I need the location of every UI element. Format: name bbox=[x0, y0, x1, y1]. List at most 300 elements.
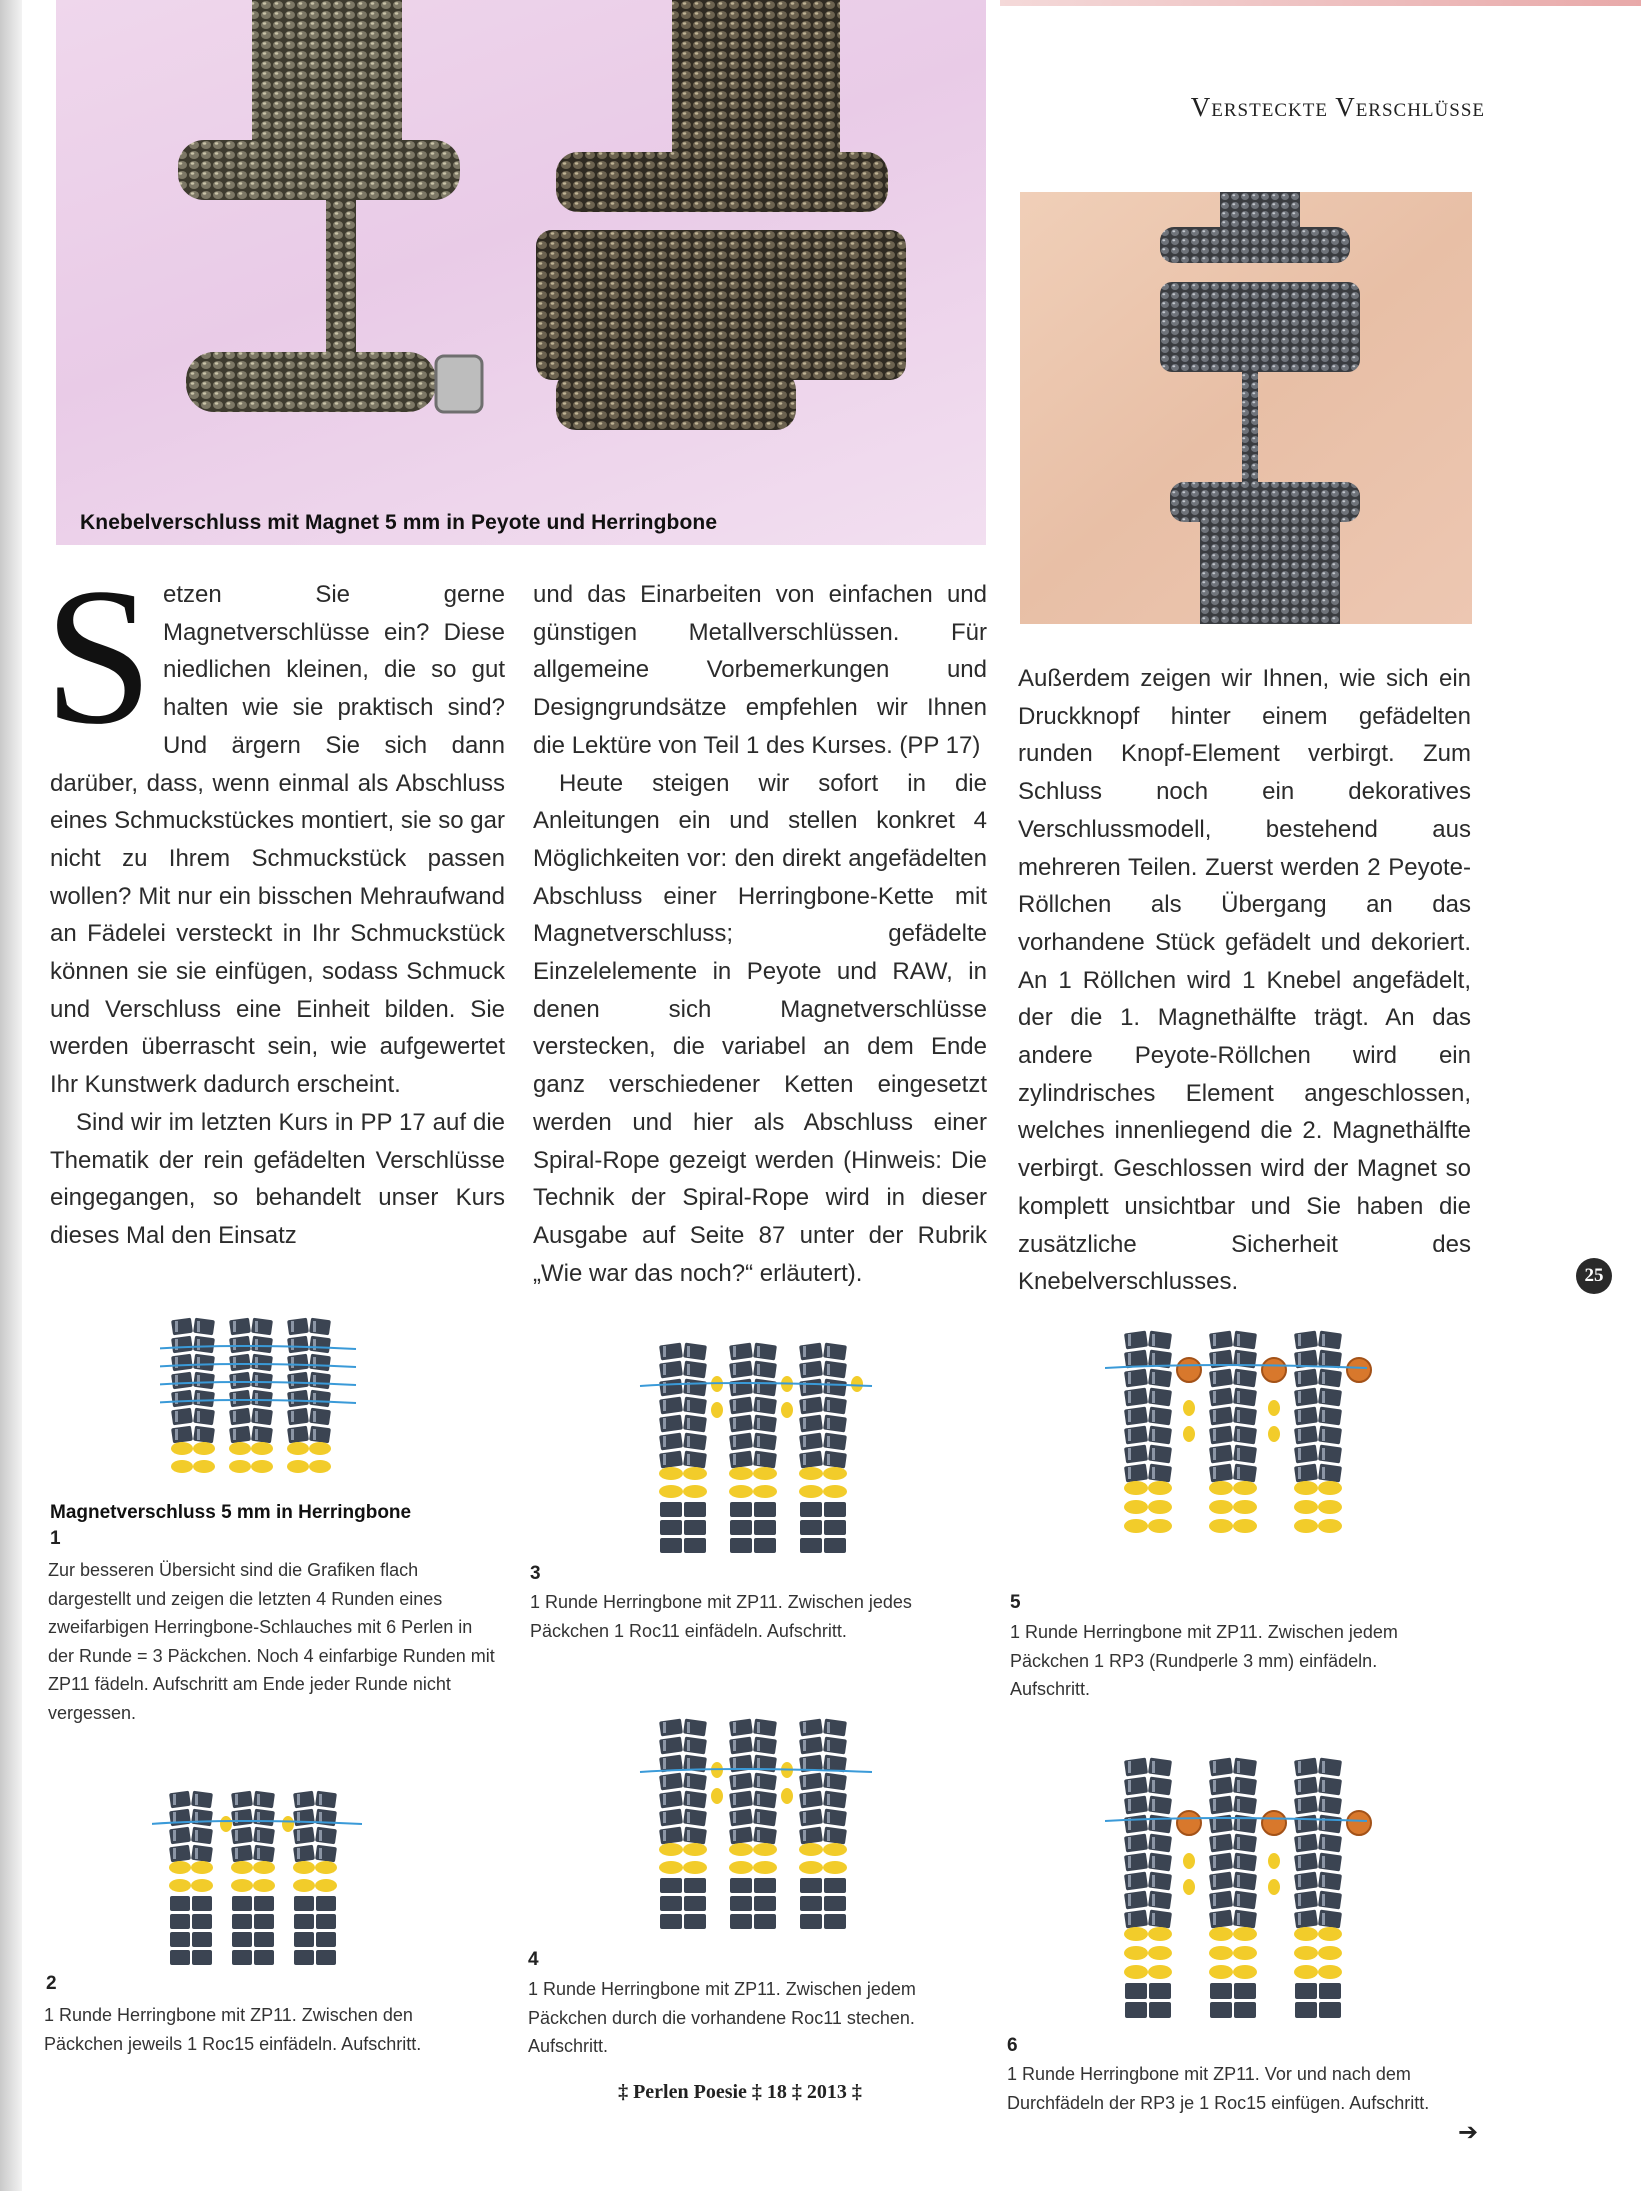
dark-bead bbox=[229, 1354, 251, 1372]
bead-highlight bbox=[173, 1830, 176, 1841]
bead-highlight bbox=[1322, 1353, 1325, 1365]
bead-highlight bbox=[1237, 1467, 1240, 1479]
figure-caption: Zur besseren Übersicht sind die Grafiken flach dargestellt und zeigen die letzten 4 Runden eines zweifarbigen Herringbone-Schlauches mit 6 Perlen in der Runde = 3 Päckchen. Noch 4 einfarbige Runden mit ZP11 fädeln. Aufschritt am Ende jeder Runde nicht vergessen. bbox=[48, 1560, 495, 1723]
gold-bead bbox=[1294, 1500, 1318, 1514]
bead-highlight bbox=[1237, 1894, 1240, 1906]
dark-bead bbox=[171, 1354, 193, 1372]
roc-bead bbox=[1183, 1853, 1195, 1869]
gold-bead bbox=[1209, 1500, 1233, 1514]
bead-highlight bbox=[733, 1346, 736, 1357]
bead-highlight bbox=[1128, 1894, 1131, 1906]
bead-highlight bbox=[291, 1393, 294, 1404]
bead-highlight bbox=[197, 1429, 200, 1440]
gold-bead bbox=[1294, 1481, 1318, 1495]
dark-bead bbox=[192, 1914, 212, 1929]
dark-bead bbox=[232, 1896, 252, 1911]
dark-bead bbox=[193, 1426, 215, 1444]
dark-bead bbox=[823, 1361, 847, 1379]
dark-bead bbox=[824, 1502, 846, 1517]
dark-bead bbox=[1295, 2002, 1317, 2018]
bead-highlight bbox=[1213, 1837, 1216, 1849]
bead-highlight bbox=[1322, 1467, 1325, 1479]
dark-bead bbox=[659, 1809, 683, 1827]
dark-bead bbox=[1148, 1853, 1172, 1872]
bead-highlight bbox=[1128, 1799, 1131, 1811]
dark-bead bbox=[232, 1914, 252, 1929]
dark-bead bbox=[1148, 1910, 1172, 1929]
bead-highlight bbox=[1213, 1894, 1216, 1906]
bead-highlight bbox=[663, 1400, 666, 1411]
dark-bead bbox=[729, 1433, 753, 1451]
dark-bead bbox=[1148, 1815, 1172, 1834]
gold-bead bbox=[1148, 1481, 1172, 1495]
bead-highlight bbox=[1128, 1334, 1131, 1346]
dark-bead bbox=[730, 1878, 752, 1893]
dark-bead bbox=[799, 1361, 823, 1379]
dark-bead bbox=[660, 1502, 682, 1517]
dark-bead bbox=[1233, 1872, 1257, 1891]
dark-bead bbox=[823, 1397, 847, 1415]
drop-cap: S bbox=[44, 548, 154, 765]
dark-bead bbox=[1233, 1891, 1257, 1910]
dark-bead bbox=[253, 1791, 275, 1809]
dark-bead bbox=[1318, 1891, 1342, 1910]
dark-bead bbox=[684, 1914, 706, 1929]
side-photo bbox=[1020, 192, 1472, 624]
roc-bead bbox=[1183, 1879, 1195, 1895]
bead-highlight bbox=[757, 1418, 760, 1429]
dark-bead bbox=[684, 1896, 706, 1911]
bead-highlight bbox=[1298, 1837, 1301, 1849]
bead-highlight bbox=[687, 1346, 690, 1357]
dark-bead bbox=[799, 1343, 823, 1361]
bead-highlight bbox=[255, 1321, 258, 1332]
bead-highlight bbox=[1213, 1372, 1216, 1384]
bead-highlight bbox=[197, 1339, 200, 1350]
dark-bead bbox=[753, 1433, 777, 1451]
dark-bead bbox=[1318, 1464, 1342, 1483]
dark-bead bbox=[1233, 1853, 1257, 1872]
bead-highlight bbox=[1298, 1856, 1301, 1868]
dark-bead bbox=[294, 1932, 314, 1947]
dark-bead bbox=[684, 1538, 706, 1553]
bead-highlight bbox=[1213, 1467, 1216, 1479]
gold-bead bbox=[1318, 1500, 1342, 1514]
bead-highlight bbox=[803, 1776, 806, 1787]
roc-bead bbox=[1183, 1426, 1195, 1442]
figure-caption: 1 Runde Herringbone mit ZP11. Zwischen den Päckchen jeweils 1 Roc15 einfädeln. Aufschritt. bbox=[44, 2005, 422, 2054]
bead-highlight bbox=[757, 1740, 760, 1751]
dark-bead bbox=[730, 1914, 752, 1929]
bead-highlight bbox=[757, 1758, 760, 1769]
bead-highlight bbox=[297, 1848, 300, 1859]
dark-bead bbox=[1148, 1777, 1172, 1796]
dark-bead bbox=[293, 1845, 315, 1863]
dark-bead bbox=[753, 1719, 777, 1737]
dark-bead bbox=[309, 1372, 331, 1390]
dark-bead bbox=[192, 1932, 212, 1947]
bead-highlight bbox=[255, 1357, 258, 1368]
bead-highlight bbox=[1128, 1856, 1131, 1868]
main-photo-caption: Knebelverschluss mit Magnet 5 mm in Peyote und Herringbone bbox=[80, 511, 718, 534]
dark-bead bbox=[251, 1318, 273, 1336]
figure-caption: 1 Runde Herringbone mit ZP11. Vor und nach dem Durchfädeln der RP3 je 1 Roc15 einfügen. Aufschritt. bbox=[1007, 2064, 1430, 2113]
dark-bead bbox=[1148, 1758, 1172, 1777]
bead-highlight bbox=[1152, 1913, 1155, 1925]
bead-highlight bbox=[687, 1418, 690, 1429]
bead-highlight bbox=[1152, 1372, 1155, 1384]
dark-bead bbox=[683, 1343, 707, 1361]
dark-bead bbox=[251, 1336, 273, 1354]
bead-highlight bbox=[827, 1812, 830, 1823]
gold-bead bbox=[169, 1861, 191, 1874]
gold-bead bbox=[1124, 1519, 1148, 1533]
dark-bead bbox=[1233, 1445, 1257, 1464]
bead-highlight bbox=[1213, 1429, 1216, 1441]
dark-bead bbox=[1125, 1983, 1147, 1999]
gold-bead bbox=[1233, 1481, 1257, 1495]
figure-number: 2 bbox=[46, 1973, 57, 1994]
bead-highlight bbox=[757, 1794, 760, 1805]
article-paragraph: Heute steigen wir sofort in die Anleitungen ein und stellen konkret 4 Möglichkeiten vor: den direkt angefädelten Abschluss einer Herringbone-Kette mit Magnetverschluss; gefädelte Einzelelemente in Peyote und RAW, in denen sich Magnetverschlüsse verstecken, die variabel an dem Ende ganz verschiedener Ketten eingesetzt werden und hier als Abschluss einer Spiral-Rope gezeigt werden (Hinweis: Die Technik der Spiral-Rope wird in dieser Ausgabe auf Seite 87 unter der Rubrik „Wie war das noch?“ erläutert). bbox=[533, 769, 987, 1287]
bead-highlight bbox=[803, 1364, 806, 1375]
dark-bead bbox=[229, 1318, 251, 1336]
bead-highlight bbox=[733, 1364, 736, 1375]
dark-bead bbox=[1209, 1758, 1233, 1777]
bead-highlight bbox=[827, 1454, 830, 1465]
dark-bead bbox=[1124, 1407, 1148, 1426]
gold-bead bbox=[823, 1485, 847, 1498]
bead-highlight bbox=[687, 1740, 690, 1751]
bead-highlight bbox=[233, 1411, 236, 1422]
dark-bead bbox=[1209, 1407, 1233, 1426]
dark-bead bbox=[1234, 2002, 1256, 2018]
dark-bead bbox=[1209, 1369, 1233, 1388]
bead-highlight bbox=[1213, 1799, 1216, 1811]
bead-highlight bbox=[257, 1830, 260, 1841]
dark-bead bbox=[659, 1343, 683, 1361]
bead-highlight bbox=[313, 1357, 316, 1368]
dark-bead bbox=[1233, 1407, 1257, 1426]
gold-bead bbox=[1318, 1481, 1342, 1495]
dark-bead bbox=[170, 1950, 190, 1965]
bead-highlight bbox=[233, 1321, 236, 1332]
bead-highlight bbox=[1298, 1429, 1301, 1441]
gold-bead bbox=[683, 1861, 707, 1874]
gold-bead bbox=[753, 1485, 777, 1498]
gold-bead bbox=[171, 1460, 193, 1473]
bead-highlight bbox=[1152, 1467, 1155, 1479]
article-paragraph: Außerdem zeigen wir Ihnen, wie sich ein Druckknopf hinter einem gefädelten runden Knopf-Element verbirgt. Zum Schluss noch ein dekoratives Verschlussmodell, bestehend aus mehreren Teilen. Zuerst werden 2 Peyote-Röllchen als Übergang an das vorhandene Stück gefädelt und dekoriert. An 1 Röllchen wird 1 Knebel angefädelt, der die 1. Magnethälfte trägt. An das andere Peyote-Röllchen wird ein zylindrisches Element angeschlossen, welches innenliegend die 2. Magnethälfte verbirgt. Geschlossen wird der Magnet so komplett unsichtbar und Sie haben die zusätzliche Sicherheit des Knebelverschlusses. bbox=[1018, 665, 1471, 1296]
bead-highlight bbox=[197, 1375, 200, 1386]
figure-number: 4 bbox=[528, 1949, 539, 1970]
dark-bead bbox=[659, 1361, 683, 1379]
round-bead-rp3 bbox=[1262, 1358, 1286, 1382]
dark-bead bbox=[1209, 1872, 1233, 1891]
dark-bead bbox=[231, 1809, 253, 1827]
dark-bead bbox=[1124, 1369, 1148, 1388]
dark-bead bbox=[191, 1845, 213, 1863]
dark-bead bbox=[193, 1336, 215, 1354]
dark-bead bbox=[1124, 1388, 1148, 1407]
gold-bead bbox=[1233, 1927, 1257, 1941]
gold-bead bbox=[799, 1861, 823, 1874]
dark-bead bbox=[1148, 1407, 1172, 1426]
figure-number: 5 bbox=[1010, 1592, 1021, 1613]
bead-highlight bbox=[1322, 1875, 1325, 1887]
dark-bead bbox=[660, 1896, 682, 1911]
gold-bead bbox=[1148, 1500, 1172, 1514]
dark-bead bbox=[683, 1451, 707, 1469]
dark-bead bbox=[1318, 1834, 1342, 1853]
bead-highlight bbox=[687, 1812, 690, 1823]
dark-bead bbox=[799, 1737, 823, 1755]
dark-bead bbox=[251, 1390, 273, 1408]
figure-caption: 1 Runde Herringbone mit ZP11. Zwischen jedem Päckchen durch die vorhandene Roc11 stechen. Aufschritt. bbox=[528, 1979, 916, 2056]
dark-bead bbox=[171, 1318, 193, 1336]
dark-bead bbox=[683, 1773, 707, 1791]
dark-bead bbox=[799, 1415, 823, 1433]
dark-bead bbox=[1124, 1815, 1148, 1834]
dark-bead bbox=[1148, 1834, 1172, 1853]
bead-highlight bbox=[313, 1375, 316, 1386]
gold-bead bbox=[287, 1460, 309, 1473]
gold-bead bbox=[229, 1442, 251, 1455]
dark-bead bbox=[730, 1896, 752, 1911]
bead-highlight bbox=[233, 1339, 236, 1350]
bead-highlight bbox=[1322, 1372, 1325, 1384]
bead-highlight bbox=[663, 1758, 666, 1769]
gold-bead bbox=[229, 1460, 251, 1473]
bead-highlight bbox=[1213, 1761, 1216, 1773]
bead-highlight bbox=[291, 1357, 294, 1368]
dark-bead bbox=[660, 1538, 682, 1553]
dark-bead bbox=[729, 1343, 753, 1361]
dark-bead bbox=[729, 1415, 753, 1433]
bead-highlight bbox=[197, 1321, 200, 1332]
bead-highlight bbox=[1152, 1761, 1155, 1773]
gold-bead bbox=[251, 1460, 273, 1473]
gold-bead bbox=[293, 1861, 315, 1874]
dark-bead bbox=[800, 1538, 822, 1553]
dark-bead bbox=[193, 1372, 215, 1390]
gold-bead bbox=[169, 1879, 191, 1892]
dark-bead bbox=[824, 1914, 846, 1929]
dark-bead bbox=[659, 1415, 683, 1433]
dark-bead bbox=[753, 1791, 777, 1809]
dark-bead bbox=[1294, 1369, 1318, 1388]
dark-bead bbox=[753, 1809, 777, 1827]
dark-bead bbox=[1209, 1834, 1233, 1853]
dark-bead bbox=[659, 1451, 683, 1469]
bead-highlight bbox=[1152, 1875, 1155, 1887]
dark-bead bbox=[754, 1538, 776, 1553]
gold-bead bbox=[1124, 1946, 1148, 1960]
dark-bead bbox=[753, 1737, 777, 1755]
bead-highlight bbox=[1152, 1429, 1155, 1441]
roc-bead bbox=[1183, 1400, 1195, 1416]
bead-highlight bbox=[757, 1346, 760, 1357]
bead-highlight bbox=[291, 1411, 294, 1422]
gold-bead bbox=[1124, 1500, 1148, 1514]
dark-bead bbox=[171, 1390, 193, 1408]
dark-bead bbox=[1124, 1464, 1148, 1483]
dark-bead bbox=[193, 1318, 215, 1336]
bead-highlight bbox=[827, 1758, 830, 1769]
gold-bead bbox=[1318, 1927, 1342, 1941]
gold-bead bbox=[253, 1879, 275, 1892]
bead-highlight bbox=[173, 1848, 176, 1859]
bead-highlight bbox=[1237, 1410, 1240, 1422]
bead-highlight bbox=[1322, 1799, 1325, 1811]
gold-bead bbox=[315, 1861, 337, 1874]
bead-highlight bbox=[757, 1812, 760, 1823]
dark-bead bbox=[254, 1950, 274, 1965]
bead-highlight bbox=[313, 1339, 316, 1350]
dark-bead bbox=[753, 1343, 777, 1361]
dark-bead bbox=[169, 1809, 191, 1827]
bead-highlight bbox=[197, 1357, 200, 1368]
bead-highlight bbox=[1213, 1448, 1216, 1460]
bead-highlight bbox=[803, 1418, 806, 1429]
bead-highlight bbox=[1298, 1799, 1301, 1811]
dark-bead bbox=[1234, 1983, 1256, 1999]
bead-highlight bbox=[1213, 1818, 1216, 1830]
dark-bead bbox=[1209, 1853, 1233, 1872]
dark-bead bbox=[1318, 1331, 1342, 1350]
gold-bead bbox=[659, 1485, 683, 1498]
bead-highlight bbox=[757, 1454, 760, 1465]
gold-bead bbox=[287, 1442, 309, 1455]
bead-highlight bbox=[297, 1794, 300, 1805]
dark-bead bbox=[659, 1737, 683, 1755]
dark-bead bbox=[1210, 2002, 1232, 2018]
dark-bead bbox=[315, 1791, 337, 1809]
dark-bead bbox=[1209, 1891, 1233, 1910]
dark-bead bbox=[823, 1379, 847, 1397]
bead-highlight bbox=[733, 1794, 736, 1805]
dark-bead bbox=[293, 1827, 315, 1845]
dark-bead bbox=[229, 1336, 251, 1354]
roc-bead bbox=[1268, 1853, 1280, 1869]
bead-highlight bbox=[197, 1393, 200, 1404]
dark-bead bbox=[1209, 1388, 1233, 1407]
dark-bead bbox=[824, 1538, 846, 1553]
diagram-step-3 bbox=[630, 1340, 880, 1565]
dark-bead bbox=[684, 1878, 706, 1893]
bead-highlight bbox=[803, 1758, 806, 1769]
bead-highlight bbox=[1322, 1780, 1325, 1792]
dark-bead bbox=[1294, 1388, 1318, 1407]
dark-bead bbox=[309, 1318, 331, 1336]
dark-bead bbox=[799, 1809, 823, 1827]
dark-bead bbox=[1149, 1983, 1171, 1999]
dark-bead bbox=[730, 1520, 752, 1535]
dark-bead bbox=[824, 1896, 846, 1911]
gold-bead bbox=[823, 1861, 847, 1874]
bead-highlight bbox=[687, 1436, 690, 1447]
diagram-step-6 bbox=[1105, 1755, 1415, 2045]
dark-bead bbox=[251, 1408, 273, 1426]
dark-bead bbox=[1294, 1407, 1318, 1426]
bead-highlight bbox=[1237, 1353, 1240, 1365]
dark-bead bbox=[294, 1914, 314, 1929]
bead-highlight bbox=[803, 1740, 806, 1751]
page-footer: ‡ Perlen Poesie ‡ 18 ‡ 2013 ‡ bbox=[618, 2081, 862, 2103]
roc-bead bbox=[711, 1788, 723, 1804]
dark-bead bbox=[730, 1502, 752, 1517]
bead-highlight bbox=[1152, 1856, 1155, 1868]
bead-highlight bbox=[1213, 1780, 1216, 1792]
bead-highlight bbox=[313, 1393, 316, 1404]
dark-bead bbox=[659, 1773, 683, 1791]
dark-bead bbox=[251, 1372, 273, 1390]
dark-bead bbox=[683, 1433, 707, 1451]
dark-bead bbox=[1124, 1891, 1148, 1910]
bead-highlight bbox=[1237, 1875, 1240, 1887]
dark-bead bbox=[1209, 1445, 1233, 1464]
bead-highlight bbox=[1237, 1334, 1240, 1346]
bead-highlight bbox=[1322, 1391, 1325, 1403]
dark-bead bbox=[170, 1914, 190, 1929]
bead-highlight bbox=[257, 1848, 260, 1859]
dark-bead bbox=[823, 1809, 847, 1827]
article-paragraph-text: etzen Sie gerne Magnetverschlüsse ein? Diese niedlichen kleinen, die so gut halten wie sie praktisch sind? Und ärgern Sie sich dann darüber, dass, wenn einmal als Abschluss eines Schmuckstückes montiert, sie so gar nicht zu Ihrem Schmuckstück passen wollen? Mit nur ein bisschen Mehraufwand an Fädelei versteckt in Ihr Schmuckstück können sie sie einfügen, sodass Schmuck und Verschluss eine Einheit bilden. Sie werden überrascht sein, wie aufgewertet Ihr Kunstwerk dadurch erscheint. bbox=[50, 581, 505, 1099]
bead-highlight bbox=[1237, 1799, 1240, 1811]
dark-bead bbox=[729, 1719, 753, 1737]
dark-bead bbox=[659, 1433, 683, 1451]
bead-highlight bbox=[1152, 1353, 1155, 1365]
dark-bead bbox=[1148, 1331, 1172, 1350]
dark-bead bbox=[800, 1502, 822, 1517]
roc-bead bbox=[1268, 1400, 1280, 1416]
gold-bead bbox=[659, 1843, 683, 1856]
dark-bead bbox=[193, 1408, 215, 1426]
bead-highlight bbox=[1322, 1837, 1325, 1849]
dark-bead bbox=[1124, 1777, 1148, 1796]
bead-highlight bbox=[757, 1436, 760, 1447]
dark-bead bbox=[171, 1372, 193, 1390]
bead-highlight bbox=[233, 1357, 236, 1368]
roc-bead bbox=[711, 1402, 723, 1418]
bead-highlight bbox=[803, 1812, 806, 1823]
dark-bead bbox=[1233, 1426, 1257, 1445]
bead-highlight bbox=[687, 1454, 690, 1465]
dark-bead bbox=[315, 1827, 337, 1845]
dark-bead bbox=[1209, 1796, 1233, 1815]
dark-bead bbox=[799, 1451, 823, 1469]
dark-bead bbox=[315, 1845, 337, 1863]
dark-bead bbox=[316, 1950, 336, 1965]
bead-highlight bbox=[827, 1400, 830, 1411]
gold-bead bbox=[315, 1879, 337, 1892]
gold-bead bbox=[1124, 1481, 1148, 1495]
dark-bead bbox=[799, 1433, 823, 1451]
dark-bead bbox=[800, 1896, 822, 1911]
bead-highlight bbox=[1322, 1761, 1325, 1773]
dark-bead bbox=[287, 1390, 309, 1408]
dark-bead bbox=[753, 1773, 777, 1791]
dark-bead bbox=[684, 1502, 706, 1517]
bead-highlight bbox=[1152, 1799, 1155, 1811]
roc-bead bbox=[781, 1788, 793, 1804]
bead-highlight bbox=[1237, 1856, 1240, 1868]
article-column-2 bbox=[533, 576, 987, 1292]
dark-bead bbox=[754, 1520, 776, 1535]
gold-bead bbox=[1233, 1500, 1257, 1514]
bead-highlight bbox=[1128, 1761, 1131, 1773]
bead-highlight bbox=[803, 1830, 806, 1841]
